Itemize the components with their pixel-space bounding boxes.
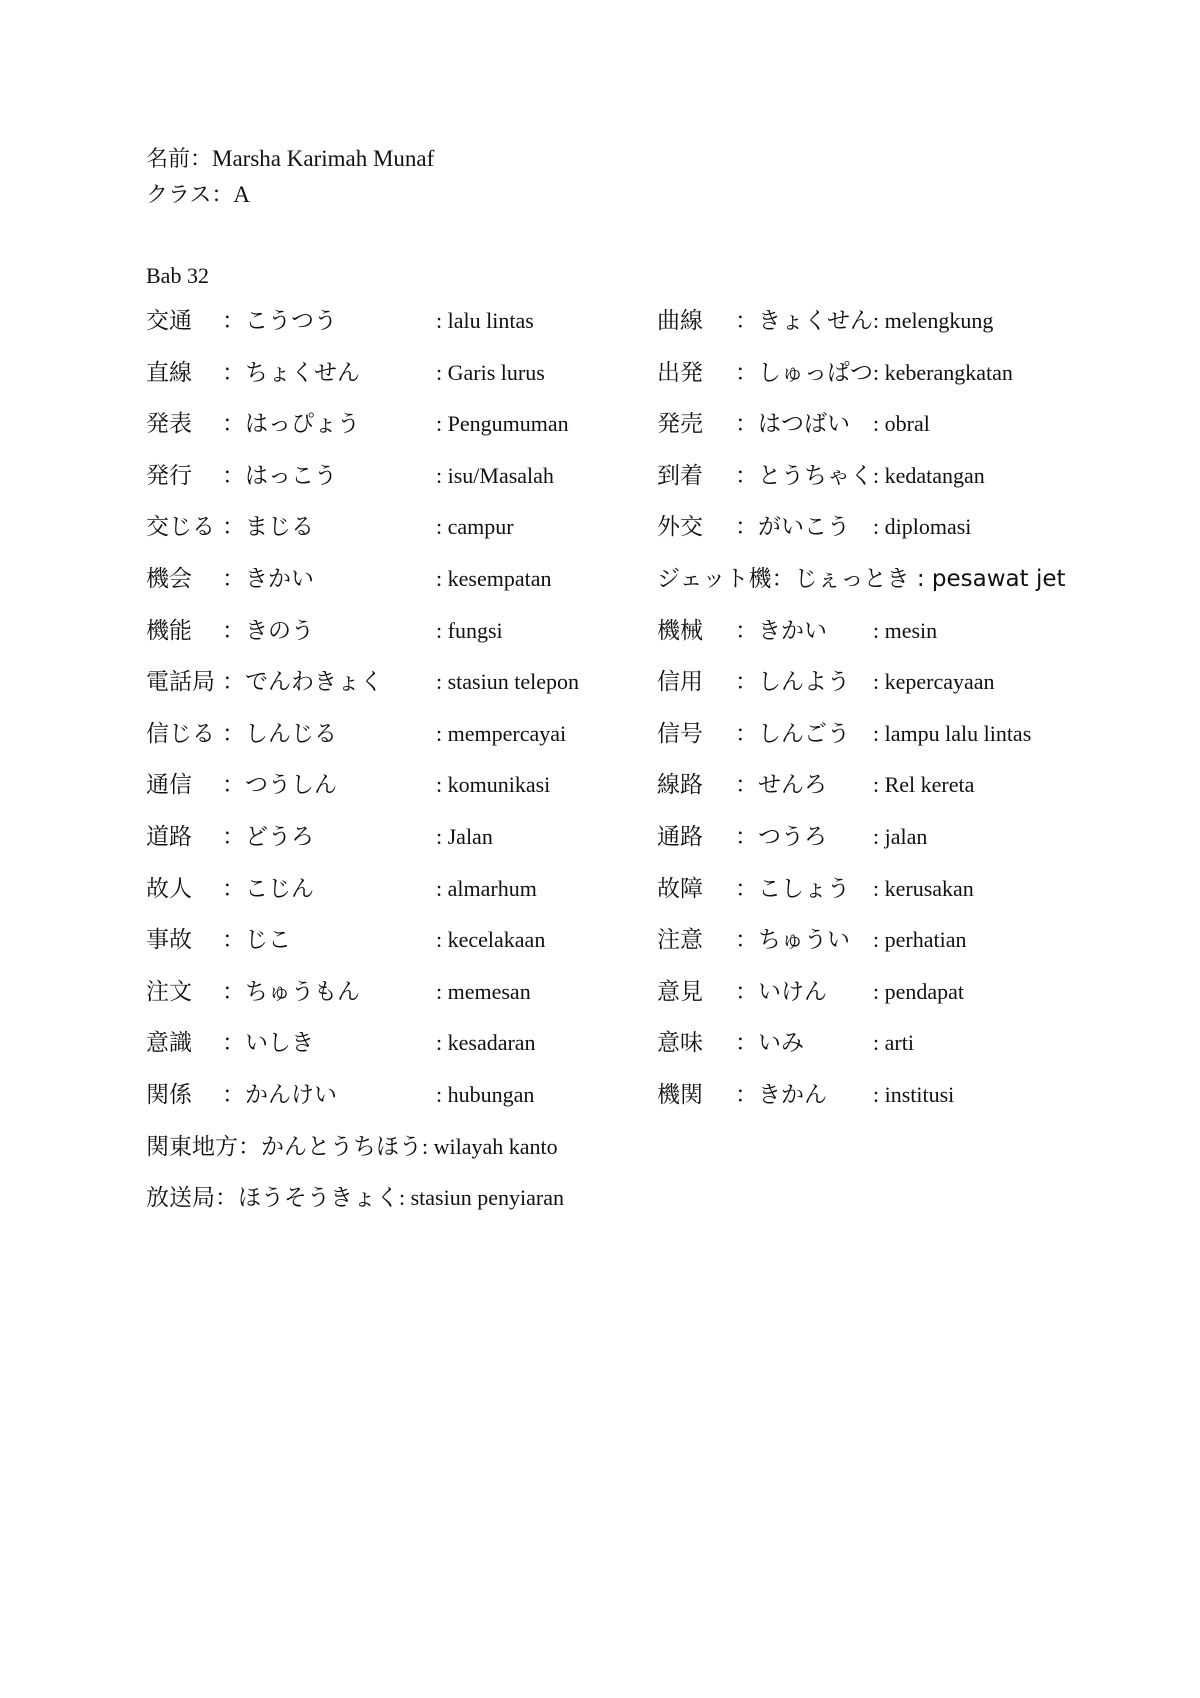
vocab-meaning: : diplomasi xyxy=(873,514,972,540)
vocab-reading: ：いみ xyxy=(735,1030,804,1057)
vocab-reading: ：はっこう xyxy=(222,462,337,489)
vocab-row xyxy=(146,306,1146,358)
vocab-kanji: 到着 xyxy=(657,462,703,489)
vocab-row xyxy=(146,616,1146,668)
vocab-kanji: 直線 xyxy=(146,359,192,386)
vocab-kanji: 注文 xyxy=(146,978,192,1005)
vocab-meaning: : kedatangan xyxy=(873,462,985,488)
vocab-reading: ：どうろ xyxy=(222,823,314,850)
vocab-term: 関東地方：かんとうちほう xyxy=(146,1133,422,1160)
vocab-kanji: 発表 xyxy=(146,411,192,438)
vocab-reading: ：ちゅうもん xyxy=(222,978,360,1005)
vocab-row xyxy=(146,1132,1146,1184)
vocabulary-list xyxy=(146,306,1146,1235)
vocab-reading: ：がいこう xyxy=(735,514,850,541)
vocab-kanji: 交通 xyxy=(146,308,192,334)
vocab-row xyxy=(146,512,1146,564)
vocab-meaning: : lampu lalu lintas xyxy=(873,720,1032,746)
vocab-entry xyxy=(146,1183,564,1216)
vocab-meaning: : perhatian xyxy=(873,927,967,953)
vocab-kanji: 注意 xyxy=(657,927,703,954)
vocab-reading: ：きのう xyxy=(222,617,314,644)
vocab-reading: ：しゅっぱつ xyxy=(735,359,873,386)
vocab-meaning: : kesadaran xyxy=(436,1030,536,1056)
vocab-kanji: 外交 xyxy=(657,514,703,541)
vocab-reading: ：ちょくせん xyxy=(222,359,360,386)
vocab-kanji: 機関 xyxy=(657,1081,703,1108)
vocab-row xyxy=(146,461,1146,513)
vocab-meaning: : Garis lurus xyxy=(436,359,545,385)
vocab-kanji: 交じる xyxy=(146,514,215,541)
student-class-line xyxy=(146,180,250,211)
vocab-reading: ：しんじる xyxy=(222,720,337,747)
vocab-reading: ：きかん xyxy=(735,1081,827,1108)
chapter-title: Bab 32 xyxy=(146,263,209,288)
vocab-row xyxy=(146,564,1146,616)
vocab-reading: ：とうちゃく xyxy=(735,462,873,489)
vocab-row xyxy=(146,977,1146,1029)
name-label: 名前： xyxy=(146,147,213,172)
vocab-row xyxy=(146,358,1146,410)
vocab-meaning: : kesempatan xyxy=(436,565,552,591)
vocab-term: 放送局：ほうそうきょく xyxy=(146,1185,399,1212)
vocab-meaning: : kecelakaan xyxy=(436,927,546,953)
vocab-meaning: : memesan xyxy=(436,978,531,1004)
vocab-kanji: 信号 xyxy=(657,720,703,747)
student-name-line xyxy=(146,144,434,175)
vocab-reading: ：じこ xyxy=(222,927,291,954)
vocab-row xyxy=(146,1080,1146,1132)
vocab-reading: ：はっぴょう xyxy=(222,411,360,438)
vocab-entry xyxy=(146,1132,558,1165)
vocab-meaning: : lalu lintas xyxy=(436,308,534,333)
vocab-meaning: : mempercayai xyxy=(436,720,567,746)
vocab-kanji: 電話局 xyxy=(146,669,215,696)
vocab-meaning: : fungsi xyxy=(436,617,503,643)
class-value: A xyxy=(233,182,250,207)
vocab-kanji: 発行 xyxy=(146,462,192,489)
vocab-meaning: : hubungan xyxy=(436,1081,535,1107)
vocab-meaning: : komunikasi xyxy=(436,772,551,798)
vocab-reading: ：ちゅうい xyxy=(735,927,850,954)
vocab-reading: ：まじる xyxy=(222,514,314,541)
vocab-kanji: 故障 xyxy=(657,875,703,902)
vocab-entry: ジェット機：じぇっとき : pesawat jet xyxy=(657,565,1066,592)
vocab-meaning: : Jalan xyxy=(436,823,493,849)
vocab-kanji: 道路 xyxy=(146,823,192,850)
vocab-row xyxy=(146,1028,1146,1080)
vocab-reading: ：いけん xyxy=(735,978,827,1005)
vocab-meaning: : melengkung xyxy=(873,308,994,333)
vocab-reading: ：こじん xyxy=(222,875,314,902)
vocab-meaning: : kepercayaan xyxy=(873,669,995,695)
vocab-meaning: : kerusakan xyxy=(873,875,974,901)
vocab-kanji: 事故 xyxy=(146,927,192,954)
vocab-reading: ：はつばい xyxy=(735,411,850,438)
vocab-reading: ：しんごう xyxy=(735,720,850,747)
vocab-reading: ：きょくせん xyxy=(735,308,873,334)
vocab-kanji: 故人 xyxy=(146,875,192,902)
vocab-meaning: : arti xyxy=(873,1030,914,1056)
vocab-row xyxy=(146,925,1146,977)
vocab-reading: ：こしょう xyxy=(735,875,850,902)
vocab-row xyxy=(146,770,1146,822)
vocab-kanji: 機会 xyxy=(146,565,192,592)
vocab-meaning: : isu/Masalah xyxy=(436,462,554,488)
vocab-reading: ：きかい xyxy=(222,565,314,592)
vocab-reading: ：いしき xyxy=(222,1030,314,1057)
vocab-meaning: : campur xyxy=(436,514,514,540)
vocab-kanji: 線路 xyxy=(657,772,703,799)
vocab-reading: ：せんろ xyxy=(735,772,827,799)
vocab-meaning: : jalan xyxy=(873,823,928,849)
vocab-kanji: 意味 xyxy=(657,1030,703,1057)
vocab-meaning: : Rel kereta xyxy=(873,772,975,798)
vocab-row xyxy=(146,1183,1146,1235)
vocab-row xyxy=(146,719,1146,771)
vocab-meaning: : keberangkatan xyxy=(873,359,1013,385)
vocab-kanji: 出発 xyxy=(657,359,703,386)
vocab-reading: ：きかい xyxy=(735,617,827,644)
vocab-meaning: : stasiun telepon xyxy=(436,669,579,695)
vocab-kanji: 発売 xyxy=(657,411,703,438)
vocab-row xyxy=(146,874,1146,926)
vocab-kanji: 曲線 xyxy=(657,308,703,334)
vocab-reading: ：かんけい xyxy=(222,1081,337,1108)
vocab-reading: ：でんわきょく xyxy=(222,669,383,696)
vocab-reading: ：つうしん xyxy=(222,772,337,799)
vocab-meaning: : almarhum xyxy=(436,875,537,901)
vocab-kanji: 機能 xyxy=(146,617,192,644)
vocab-kanji: 通路 xyxy=(657,823,703,850)
vocab-kanji: 通信 xyxy=(146,772,192,799)
vocab-meaning: : stasiun penyiaran xyxy=(399,1185,564,1211)
vocab-row xyxy=(146,667,1146,719)
vocab-kanji: 意識 xyxy=(146,1030,192,1057)
vocab-kanji: 機械 xyxy=(657,617,703,644)
class-label: クラス： xyxy=(146,183,234,208)
vocab-reading: ：しんよう xyxy=(735,669,850,696)
vocab-kanji: 意見 xyxy=(657,978,703,1005)
name-value: Marsha Karimah Munaf xyxy=(212,146,435,171)
vocab-meaning: : mesin xyxy=(873,617,938,643)
vocab-meaning: : wilayah kanto xyxy=(422,1133,558,1159)
vocab-reading: ：つうろ xyxy=(735,823,827,850)
vocab-meaning: : pendapat xyxy=(873,978,965,1004)
vocab-kanji: 信用 xyxy=(657,669,703,696)
vocab-reading: ：こうつう xyxy=(222,308,337,334)
vocab-row xyxy=(146,409,1146,461)
vocab-meaning: : institusi xyxy=(873,1081,955,1107)
vocab-kanji: 関係 xyxy=(146,1081,192,1108)
vocab-kanji: 信じる xyxy=(146,720,215,747)
vocab-meaning: : Pengumuman xyxy=(436,411,569,437)
vocab-row xyxy=(146,822,1146,874)
vocab-meaning: : obral xyxy=(873,411,930,437)
